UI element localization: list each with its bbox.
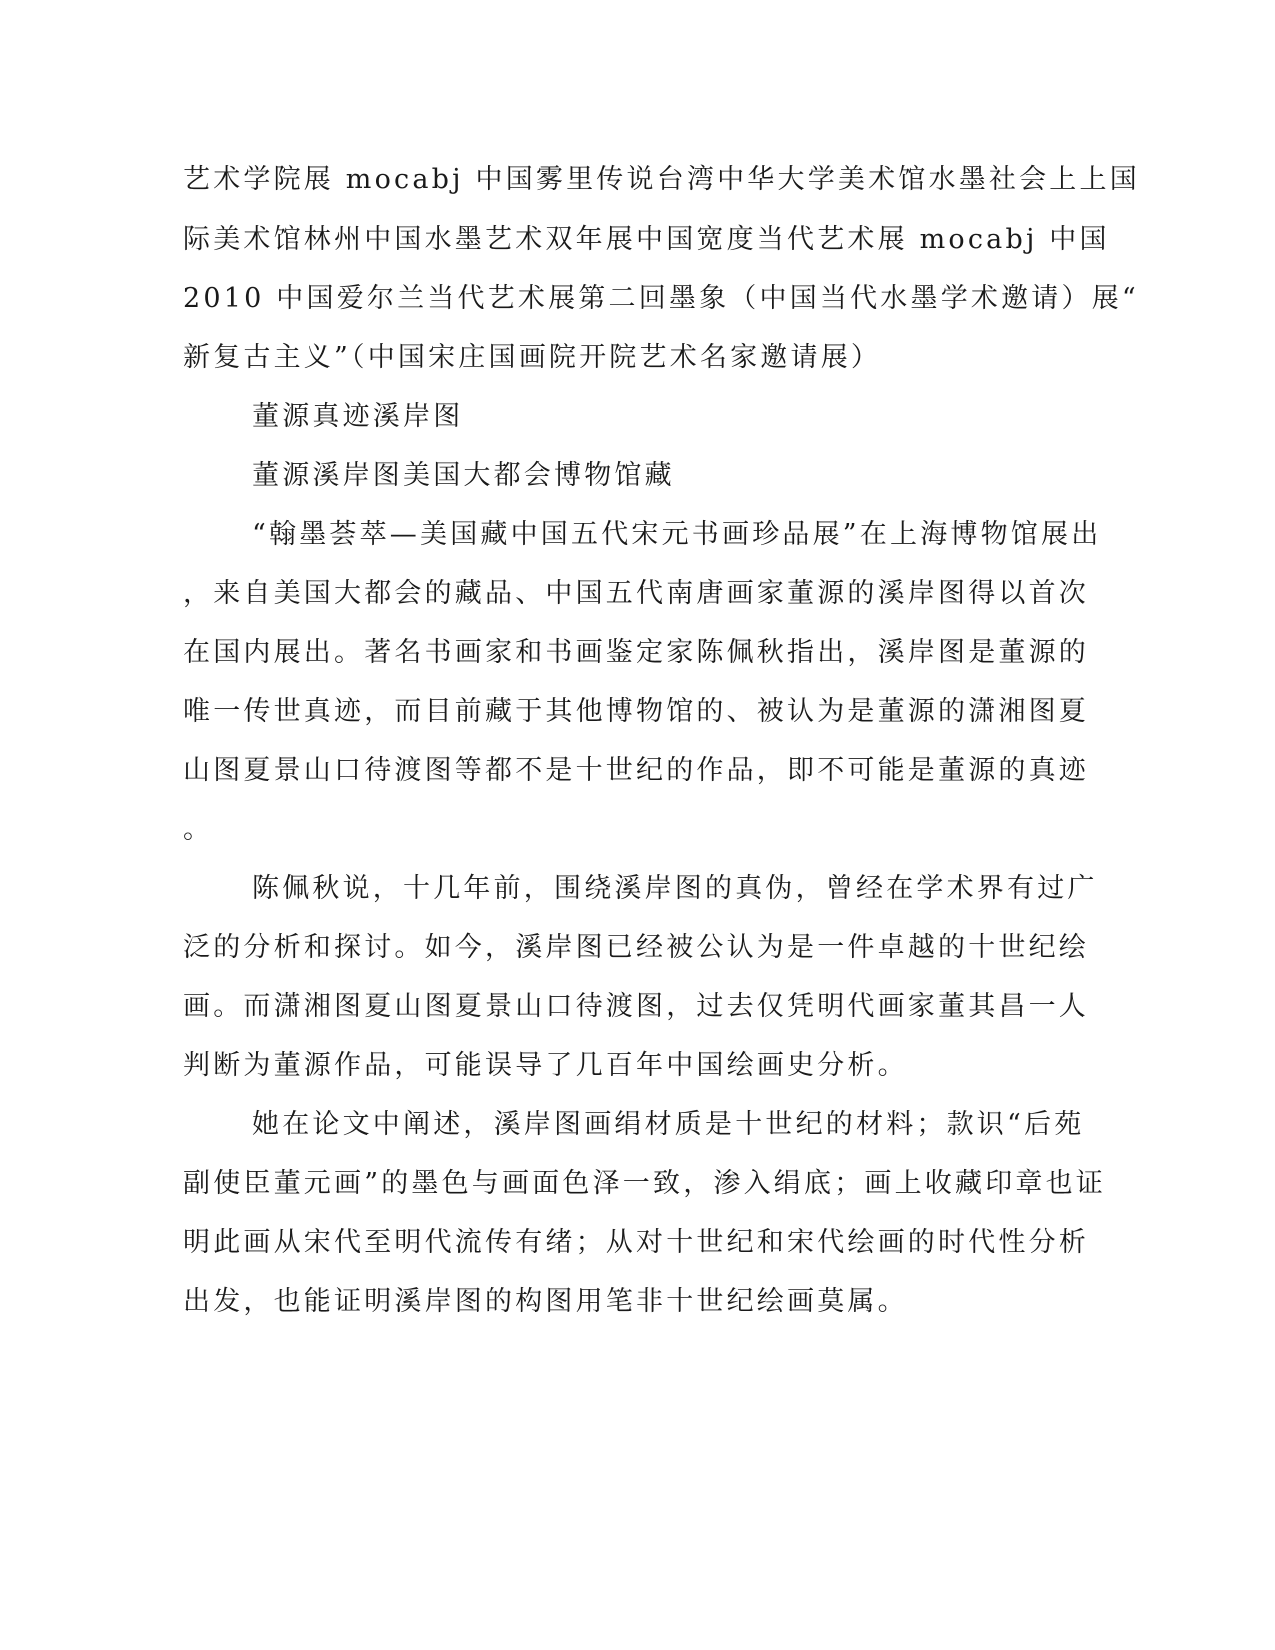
text-line: 判断为董源作品，可能误导了几百年中国绘画史分析。 (183, 1050, 908, 1081)
paragraph-start-line: 陈佩秋说，十几年前，围绕溪岸图的真伪，曾经在学术界有过广 (252, 873, 1098, 904)
heading-line: 董源真迹溪岸图 (252, 401, 464, 432)
text-line: 明此画从宋代至明代流传有绪；从对十世纪和宋代绘画的时代性分析 (183, 1227, 1089, 1258)
text-line: 新复古主义”（中国宋庄国画院开院艺术名家邀请展） (183, 342, 882, 373)
caption-line: 董源溪岸图美国大都会博物馆藏 (252, 460, 675, 491)
text-line: 泛的分析和探讨。如今，溪岸图已经被公认为是一件卓越的十世纪绘 (183, 932, 1089, 963)
text-line: 艺术学院展 mocabj 中国雾里传说台湾中华大学美术馆水墨社会上上国 (183, 164, 1140, 195)
text-line: 画。而潇湘图夏山图夏景山口待渡图，过去仅凭明代画家董其昌一人 (183, 991, 1089, 1022)
text-line: 在国内展出。著名书画家和书画鉴定家陈佩秋指出，溪岸图是董源的 (183, 637, 1089, 668)
text-line: 山图夏景山口待渡图等都不是十世纪的作品，即不可能是董源的真迹 (183, 755, 1089, 786)
text-line: 唯一传世真迹，而目前藏于其他博物馆的、被认为是董源的潇湘图夏 (183, 696, 1089, 727)
paragraph-start-line: “翰墨荟萃—美国藏中国五代宋元书画珍品展”在上海博物馆展出 (252, 519, 1102, 550)
text-line: 副使臣董元画”的墨色与画面色泽一致，渗入绢底；画上收藏印章也证 (183, 1168, 1107, 1199)
text-line: 2010 中国爱尔兰当代艺术展第二回墨象（中国当代水墨学术邀请）展“ (183, 283, 1139, 314)
text-line: ，来自美国大都会的藏品、中国五代南唐画家董源的溪岸图得以首次 (183, 578, 1089, 609)
text-line: 出发，也能证明溪岸图的构图用笔非十世纪绘画莫属。 (183, 1286, 908, 1317)
paragraph-start-line: 她在论文中阐述，溪岸图画绢材质是十世纪的材料；款识“后苑 (252, 1109, 1085, 1140)
text-line: 。 (183, 814, 214, 845)
text-line: 际美术馆林州中国水墨艺术双年展中国宽度当代艺术展 mocabj 中国 (183, 224, 1110, 255)
